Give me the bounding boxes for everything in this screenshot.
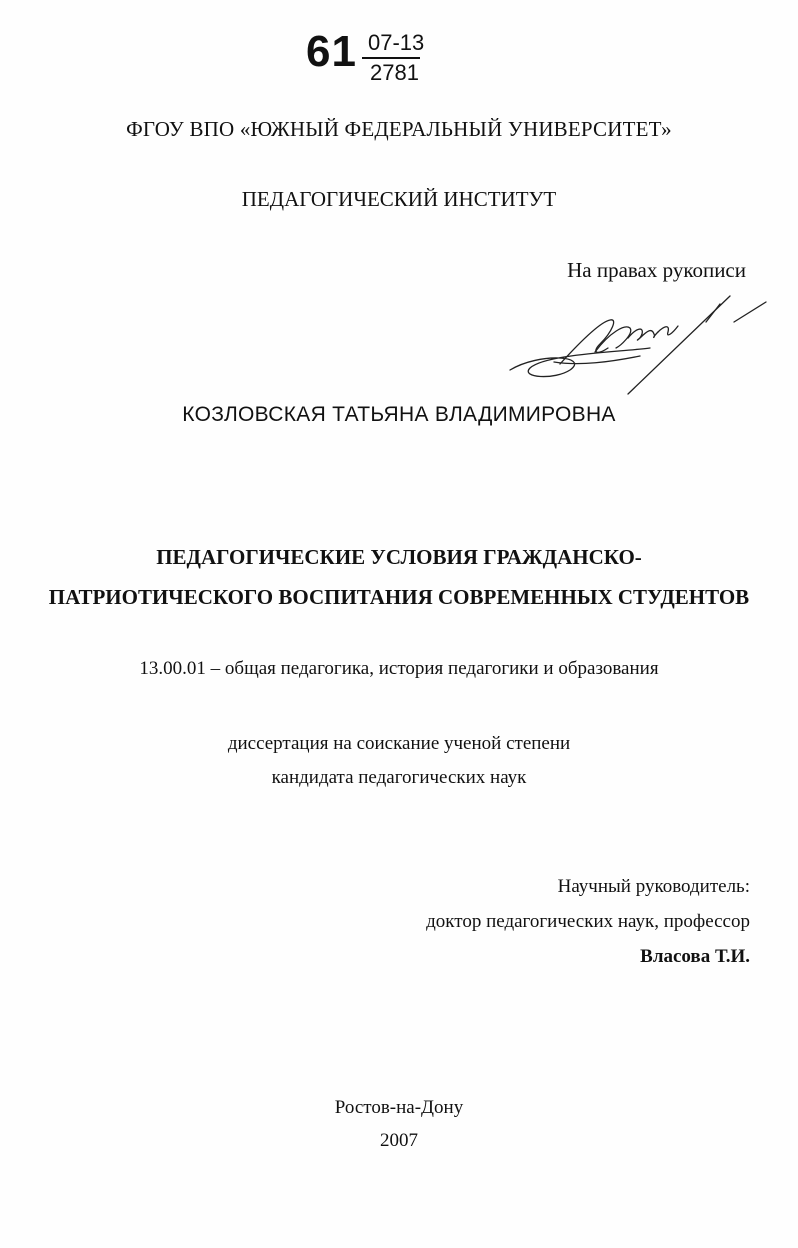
manuscript-note: На правах рукописи xyxy=(567,258,746,282)
stamp-bottom-number: 2781 xyxy=(370,60,419,85)
specialty-code: 13.00.01 – общая педагогика, история педагогики и образования xyxy=(139,658,659,679)
institute-name: ПЕДАГОГИЧЕСКИЙ ИНСТИТУТ xyxy=(241,187,557,211)
supervisor-name: Власова Т.И. xyxy=(640,946,750,967)
degree-line-2: кандидата педагогических наук xyxy=(271,767,527,788)
university-name: ФГОУ ВПО «ЮЖНЫЙ ФЕДЕРАЛЬНЫЙ УНИВЕРСИТЕТ» xyxy=(126,117,672,141)
supervisor-degree: доктор педагогических наук, профессор xyxy=(426,911,750,932)
signature-icon xyxy=(500,282,780,402)
dissertation-title-line-2: ПАТРИОТИЧЕСКОГО ВОСПИТАНИЯ СОВРЕМЕННЫХ СТУДЕНТОВ xyxy=(48,585,750,609)
stamp-prefix: 61 xyxy=(306,27,357,76)
dissertation-title-line-1: ПЕДАГОГИЧЕСКИЕ УСЛОВИЯ ГРАЖДАНСКО- xyxy=(156,545,642,569)
stamp-divider xyxy=(362,57,420,59)
supervisor-label: Научный руководитель: xyxy=(557,876,750,897)
author-name: КОЗЛОВСКАЯ ТАТЬЯНА ВЛАДИМИРОВНА xyxy=(182,403,616,426)
stamp-top-number: 07-13 xyxy=(368,30,425,55)
degree-line-1: диссертация на соискание ученой степени xyxy=(227,733,571,754)
year: 2007 xyxy=(380,1130,418,1151)
city: Ростов-на-Дону xyxy=(334,1097,464,1118)
